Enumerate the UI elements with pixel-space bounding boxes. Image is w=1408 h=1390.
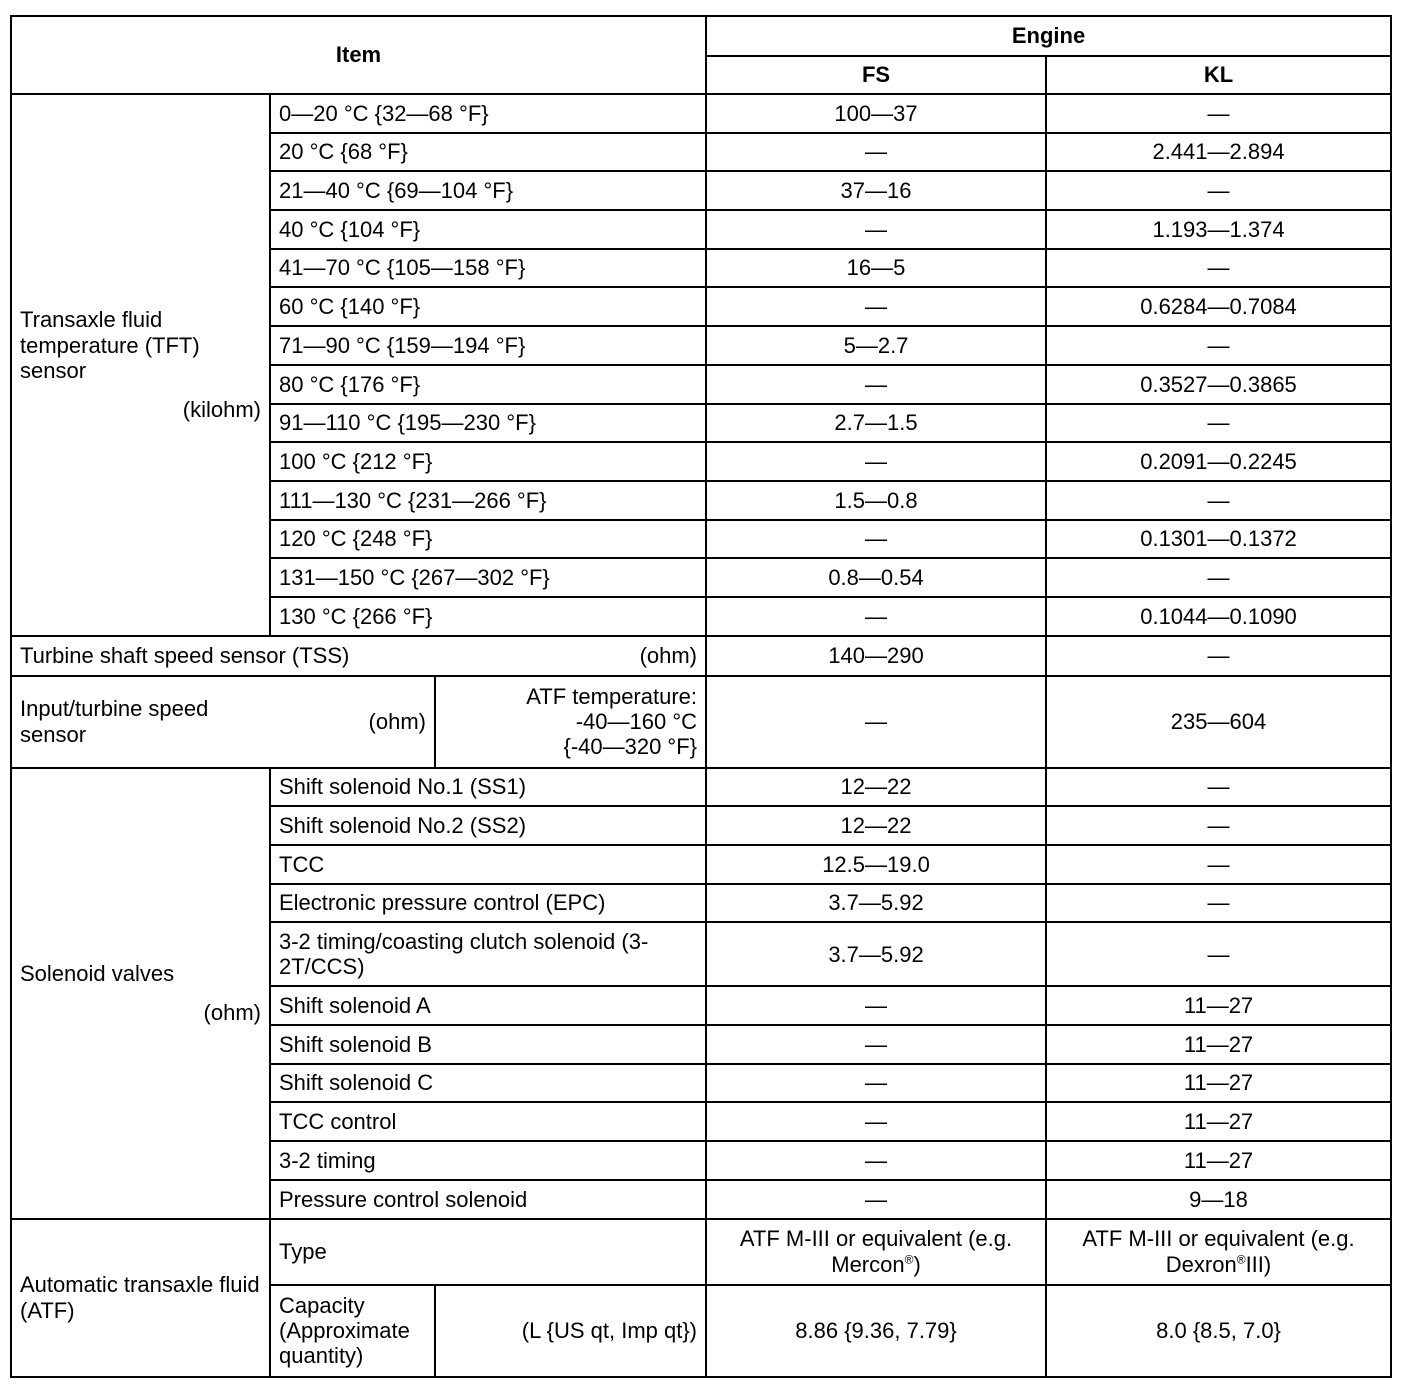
tft-temperature: 41—70 °C {105—158 °F} [270,249,706,288]
solenoid-valves-group [11,768,270,1219]
input-turbine-fs-value: — [706,676,1046,768]
solenoid-valves-unit: (ohm) [203,1000,261,1026]
tss-label-wrap [20,643,697,668]
input-turbine-kl-value: 235—604 [1046,676,1391,768]
specification-table [10,15,1392,1378]
tss-label: Turbine shaft speed sensor (TSS) [20,642,350,668]
solenoid-fs-value: — [706,1064,1046,1103]
solenoid-fs-value: 3.7—5.92 [706,884,1046,923]
tft-fs-value: 5—2.7 [706,326,1046,365]
tft-fs-value: 37—16 [706,171,1046,210]
atf-kl-type-line1: ATF M-III or equivalent (e.g. [1082,1226,1355,1252]
solenoid-kl-value: 11—27 [1046,1141,1391,1180]
atf-group [11,1219,270,1377]
solenoid-fs-value: 12.5—19.0 [706,845,1046,884]
tft-temperature: 130 °C {266 °F} [270,597,706,636]
table-row [11,94,1391,133]
tft-kl-value: — [1046,326,1391,365]
atf-kl-type-close: III) [1245,1251,1272,1277]
tft-fs-value: — [706,442,1046,481]
registered-mark: ® [904,1252,914,1267]
atf-fs-brand: Mercon [831,1251,905,1277]
tft-fs-value: — [706,365,1046,404]
input-turbine-unit: (ohm) [368,708,426,734]
solenoid-kl-value: — [1046,845,1391,884]
solenoid-name: Electronic pressure control (EPC) [270,884,706,923]
solenoid-name: TCC [270,845,706,884]
header-kl: KL [1046,56,1391,94]
tft-temperature: 111—130 °C {231—266 °F} [270,481,706,520]
registered-mark: ® [1236,1252,1246,1267]
solenoid-kl-value: — [1046,768,1391,807]
tft-temperature: 80 °C {176 °F} [270,365,706,404]
tft-temperature: 120 °C {248 °F} [270,520,706,559]
solenoid-fs-value: — [706,1180,1046,1219]
atf-fs-capacity: 8.86 {9.36, 7.79} [706,1285,1046,1377]
tft-fs-value: 100—37 [706,94,1046,133]
atf-fs-type [706,1219,1046,1285]
solenoid-name: Shift solenoid No.2 (SS2) [270,806,706,845]
solenoid-name: 3-2 timing [270,1141,706,1180]
solenoid-fs-value: 12—22 [706,806,1046,845]
atf-kl-capacity: 8.0 {8.5, 7.0} [1046,1285,1391,1377]
tft-fs-value: — [706,597,1046,636]
tft-kl-value: — [1046,249,1391,288]
solenoid-fs-value: — [706,1141,1046,1180]
tss-fs-value: 140—290 [706,636,1046,676]
solenoid-valves-label: Solenoid valves [20,960,175,986]
tft-fs-value: 1.5—0.8 [706,481,1046,520]
tft-fs-value: 16—5 [706,249,1046,288]
tft-kl-value: — [1046,171,1391,210]
tft-temperature: 0—20 °C {32—68 °F} [270,94,706,133]
solenoid-fs-value: — [706,986,1046,1025]
tft-temperature: 100 °C {212 °F} [270,442,706,481]
tft-fs-value: — [706,210,1046,249]
solenoid-kl-value: — [1046,884,1391,923]
solenoid-name: Shift solenoid No.1 (SS1) [270,768,706,807]
input-turbine-condition [435,676,706,768]
atf-label: Automatic transaxle fluid (ATF) [20,1272,260,1323]
tft-temperature: 71—90 °C {159—194 °F} [270,326,706,365]
solenoid-name: Pressure control solenoid [270,1180,706,1219]
tft-temperature: 91—110 °C {195—230 °F} [270,404,706,443]
tft-kl-value: 0.1044—0.1090 [1046,597,1391,636]
tft-sensor-group [11,94,270,636]
solenoid-kl-value: 9—18 [1046,1180,1391,1219]
tss-kl-value: — [1046,636,1391,676]
solenoid-kl-value: 11—27 [1046,1102,1391,1141]
table-row [11,636,1391,676]
solenoid-name: Shift solenoid B [270,1025,706,1064]
table-row [11,1219,1391,1285]
solenoid-fs-value: — [706,1102,1046,1141]
atf-type-label: Type [270,1219,706,1285]
tft-temperature: 21—40 °C {69—104 °F} [270,171,706,210]
solenoid-kl-value: 11—27 [1046,986,1391,1025]
solenoid-name: Shift solenoid C [270,1064,706,1103]
tft-fs-value: — [706,287,1046,326]
solenoid-name: TCC control [270,1102,706,1141]
atf-fs-type-close: ) [913,1251,921,1277]
tft-kl-value: — [1046,481,1391,520]
atf-capacity-label: Capacity (Approximate quantity) [270,1285,435,1377]
solenoid-fs-value: — [706,1025,1046,1064]
atf-capacity-unit: (L {US qt, Imp qt}) [435,1285,706,1377]
solenoid-kl-value: 11—27 [1046,1025,1391,1064]
condition-line: {-40—320 °F} [563,734,698,760]
tft-kl-value: 1.193—1.374 [1046,210,1391,249]
tft-fs-value: 0.8—0.54 [706,558,1046,597]
table-row [11,768,1391,807]
table-row [11,676,1391,768]
tft-fs-value: — [706,520,1046,559]
solenoid-fs-value: 3.7—5.92 [706,922,1046,986]
header-engine: Engine [706,16,1391,56]
tft-sensor-label: Transaxle fluid temperature (TFT) sensor [20,307,200,383]
tft-kl-value: 2.441—2.894 [1046,133,1391,172]
tss-unit: (ohm) [639,642,698,668]
atf-fs-type-line2 [715,1252,1037,1277]
tft-temperature: 131—150 °C {267—302 °F} [270,558,706,597]
tft-temperature: 40 °C {104 °F} [270,210,706,249]
solenoid-fs-value: 12—22 [706,768,1046,807]
header-item: Item [11,16,706,94]
tft-kl-value: — [1046,404,1391,443]
tft-temperature: 60 °C {140 °F} [270,287,706,326]
solenoid-kl-value: 11—27 [1046,1064,1391,1103]
tft-kl-value: 0.1301—0.1372 [1046,520,1391,559]
atf-fs-type-line1: ATF M-III or equivalent (e.g. [739,1226,1013,1252]
tft-kl-value: — [1046,94,1391,133]
tft-kl-value: — [1046,558,1391,597]
solenoid-kl-value: — [1046,922,1391,986]
input-turbine-label-wrap [20,696,426,747]
input-turbine-label: Input/turbine speed sensor [20,696,209,747]
tft-temperature: 20 °C {68 °F} [270,133,706,172]
tft-sensor-unit: (kilohm) [182,397,261,423]
tft-kl-value: 0.3527—0.3865 [1046,365,1391,404]
solenoid-name: Shift solenoid A [270,986,706,1025]
atf-kl-type-line2 [1055,1252,1382,1277]
tft-kl-value: 0.2091—0.2245 [1046,442,1391,481]
condition-line: -40—160 °C [575,708,698,734]
tft-fs-value: 2.7—1.5 [706,404,1046,443]
solenoid-kl-value: — [1046,806,1391,845]
tft-fs-value: — [706,133,1046,172]
tft-kl-value: 0.6284—0.7084 [1046,287,1391,326]
solenoid-name: 3-2 timing/coasting clutch solenoid (3-2T/CCS) [270,922,706,986]
atf-kl-brand: Dexron [1165,1251,1237,1277]
condition-line: ATF temperature: [526,683,698,709]
tss-label-cell [11,636,706,676]
atf-kl-type [1046,1219,1391,1285]
input-turbine-label-cell [11,676,435,768]
header-fs: FS [706,56,1046,94]
